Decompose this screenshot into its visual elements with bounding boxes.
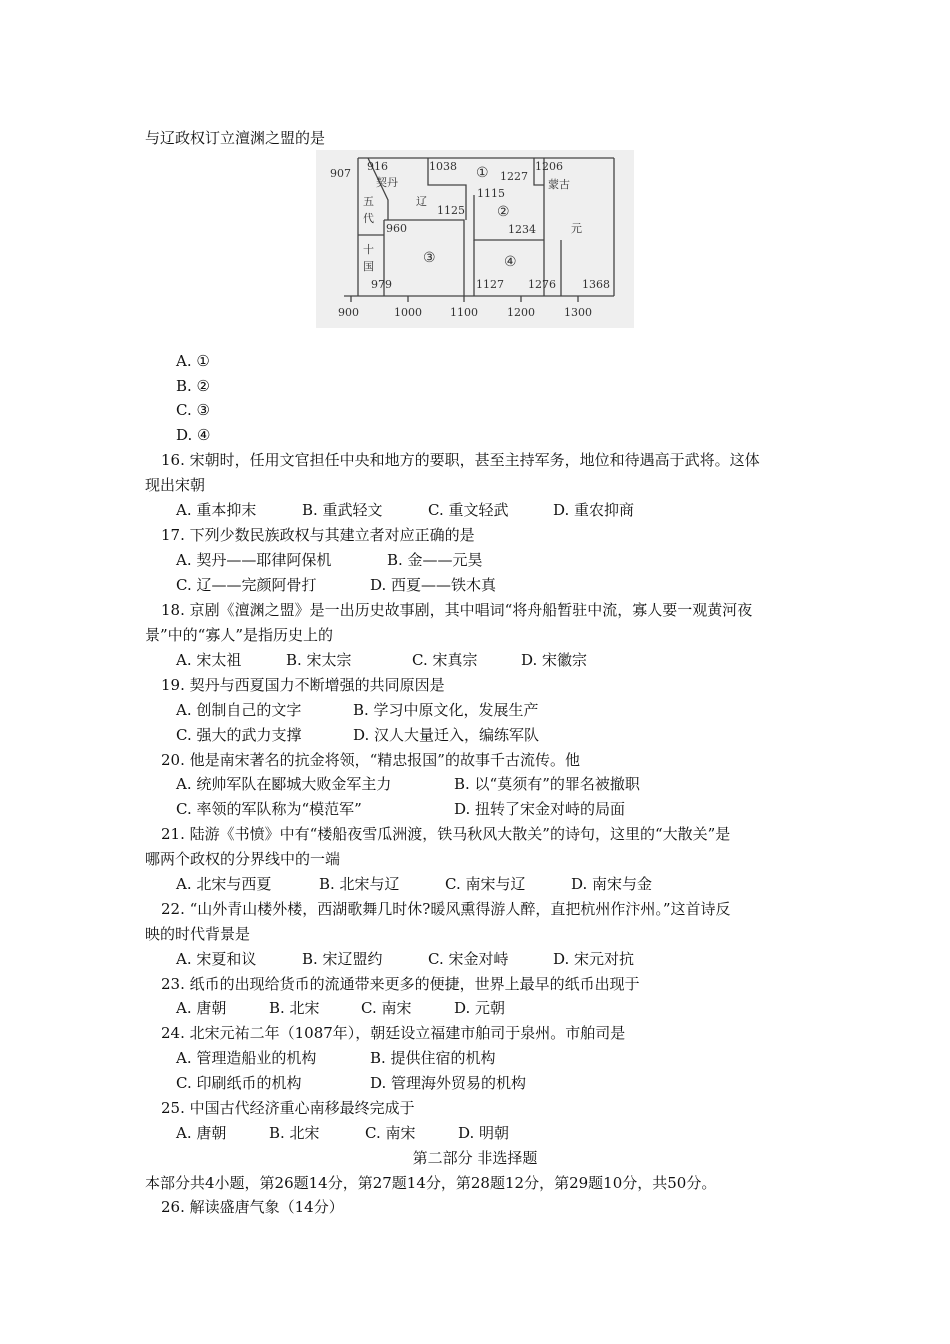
axis-tick-1000: 1000 xyxy=(394,306,422,319)
region-wudai-1: 五 xyxy=(363,195,374,208)
q25-option-c[interactable]: C. 南宋 xyxy=(365,1124,416,1142)
q22-stem-line1: 22. “山外青山楼外楼，西湖歌舞几时休?暖风熏得游人醉，直把杭州作汴州。”这首诗反 xyxy=(161,900,731,918)
q21-option-a[interactable]: A. 北宋与西夏 xyxy=(176,875,272,893)
q17-option-c[interactable]: C. 辽——完颜阿骨打 xyxy=(176,576,317,594)
q20-option-d[interactable]: D. 扭转了宋金对峙的局面 xyxy=(454,800,626,818)
axis-tick-1300: 1300 xyxy=(564,306,592,319)
year-907: 907 xyxy=(330,167,351,180)
timeline-svg xyxy=(316,150,634,328)
q16-option-c[interactable]: C. 重文轻武 xyxy=(428,501,509,519)
region-shiguo-2: 国 xyxy=(363,260,374,273)
circled-1: ① xyxy=(476,165,489,181)
q20-stem: 20. 他是南宋著名的抗金将领，“精忠报国”的故事千古流传。他 xyxy=(161,751,580,769)
q21-option-d[interactable]: D. 南宋与金 xyxy=(571,875,653,893)
q21-stem-line1: 21. 陆游《书愤》中有“楼船夜雪瓜洲渡，铁马秋风大散关”的诗句，这里的“大散关”是 xyxy=(161,825,731,843)
q18-stem-line1: 18. 京剧《澶渊之盟》是一出历史故事剧，其中唱词“将舟船暂驻中流，寡人要一观黄河夜 xyxy=(161,601,753,619)
dynasty-timeline-figure xyxy=(316,150,634,328)
region-shiguo-1: 十 xyxy=(363,243,374,256)
q22-option-c[interactable]: C. 宋金对峙 xyxy=(428,950,509,968)
axis-tick-900: 900 xyxy=(338,306,359,319)
q24-option-c[interactable]: C. 印刷纸币的机构 xyxy=(176,1074,302,1092)
q18-option-d[interactable]: D. 宋徽宗 xyxy=(521,651,588,669)
q22-option-d[interactable]: D. 宋元对抗 xyxy=(553,950,635,968)
year-1127: 1127 xyxy=(476,278,504,291)
year-960: 960 xyxy=(386,222,407,235)
circled-2: ② xyxy=(497,204,510,220)
year-979: 979 xyxy=(371,278,392,291)
q19-stem: 19. 契丹与西夏国力不断增强的共同原因是 xyxy=(161,676,445,694)
year-1038: 1038 xyxy=(429,160,457,173)
q24-option-d[interactable]: D. 管理海外贸易的机构 xyxy=(370,1074,527,1092)
region-wudai-2: 代 xyxy=(363,212,374,225)
q25-option-b[interactable]: B. 北宋 xyxy=(269,1124,320,1142)
year-916: 916 xyxy=(367,160,388,173)
year-1115: 1115 xyxy=(477,187,505,200)
part2-title: 第二部分 非选择题 xyxy=(412,1149,538,1167)
circled-4: ④ xyxy=(504,254,517,270)
q20-option-b[interactable]: B. 以“莫须有”的罪名被撤职 xyxy=(454,775,640,793)
q23-option-b[interactable]: B. 北宋 xyxy=(269,999,320,1017)
q16-option-b[interactable]: B. 重武轻文 xyxy=(302,501,383,519)
q25-option-d[interactable]: D. 明朝 xyxy=(458,1124,510,1142)
q16-option-a[interactable]: A. 重本抑末 xyxy=(176,501,257,519)
question-15-stem-tail: 与辽政权订立澶渊之盟的是 xyxy=(145,129,326,147)
year-1125: 1125 xyxy=(437,204,465,217)
region-qidan: 契丹 xyxy=(376,176,398,189)
q19-option-d[interactable]: D. 汉人大量迁入，编练军队 xyxy=(353,726,540,744)
q18-option-a[interactable]: A. 宋太祖 xyxy=(176,651,242,669)
q22-option-a[interactable]: A. 宋夏和议 xyxy=(176,950,257,968)
q16-stem-line1: 16. 宋朝时，任用文官担任中央和地方的要职，甚至主持军务，地位和待遇高于武将。这体 xyxy=(161,451,760,469)
q26-heading: 26. 解读盛唐气象（14分） xyxy=(161,1198,344,1216)
q20-option-a[interactable]: A. 统帅军队在郾城大败金军主力 xyxy=(176,775,392,793)
q15-option-a[interactable]: A. ① xyxy=(176,352,210,370)
q24-stem: 24. 北宋元祐二年（1087年），朝廷设立福建市舶司于泉州。市舶司是 xyxy=(161,1024,626,1042)
q15-option-d[interactable]: D. ④ xyxy=(176,426,211,444)
q17-option-a[interactable]: A. 契丹——耶律阿保机 xyxy=(176,551,332,569)
q21-option-c[interactable]: C. 南宋与辽 xyxy=(445,875,526,893)
region-yuan: 元 xyxy=(571,222,582,235)
q25-option-a[interactable]: A. 唐朝 xyxy=(176,1124,227,1142)
circled-3: ③ xyxy=(423,250,436,266)
q25-stem: 25. 中国古代经济重心南移最终完成于 xyxy=(161,1099,415,1117)
q23-option-a[interactable]: A. 唐朝 xyxy=(176,999,227,1017)
year-1368: 1368 xyxy=(582,278,610,291)
year-1227: 1227 xyxy=(500,170,528,183)
q18-option-b[interactable]: B. 宋太宗 xyxy=(286,651,352,669)
q19-option-c[interactable]: C. 强大的武力支撑 xyxy=(176,726,302,744)
q22-stem-line2: 映的时代背景是 xyxy=(145,925,251,943)
q21-stem-line2: 哪两个政权的分界线中的一端 xyxy=(145,850,341,868)
q23-stem: 23. 纸币的出现给货币的流通带来更多的便捷，世界上最早的纸币出现于 xyxy=(161,975,640,993)
q24-option-a[interactable]: A. 管理造船业的机构 xyxy=(176,1049,317,1067)
part2-description: 本部分共4小题，第26题14分，第27题14分，第28题12分，第29题10分，共50分。 xyxy=(145,1174,717,1192)
q19-option-b[interactable]: B. 学习中原文化，发展生产 xyxy=(353,701,539,719)
q18-option-c[interactable]: C. 宋真宗 xyxy=(412,651,478,669)
q17-stem: 17. 下列少数民族政权与其建立者对应正确的是 xyxy=(161,526,475,544)
q22-option-b[interactable]: B. 宋辽盟约 xyxy=(302,950,383,968)
q17-option-b[interactable]: B. 金——元昊 xyxy=(387,551,483,569)
region-liao: 辽 xyxy=(416,195,427,208)
axis-tick-1200: 1200 xyxy=(507,306,535,319)
year-1276: 1276 xyxy=(528,278,556,291)
q23-option-c[interactable]: C. 南宋 xyxy=(361,999,412,1017)
q15-option-c[interactable]: C. ③ xyxy=(176,401,210,419)
region-mongol: 蒙古 xyxy=(548,178,570,191)
q24-option-b[interactable]: B. 提供住宿的机构 xyxy=(370,1049,496,1067)
year-1206: 1206 xyxy=(535,160,563,173)
q19-option-a[interactable]: A. 创制自己的文字 xyxy=(176,701,302,719)
axis-tick-1100: 1100 xyxy=(450,306,478,319)
q16-stem-line2: 现出宋朝 xyxy=(145,476,206,494)
q23-option-d[interactable]: D. 元朝 xyxy=(454,999,506,1017)
q20-option-c[interactable]: C. 率领的军队称为“模范军” xyxy=(176,800,362,818)
year-1234: 1234 xyxy=(508,223,536,236)
q21-option-b[interactable]: B. 北宋与辽 xyxy=(319,875,400,893)
q16-option-d[interactable]: D. 重农抑商 xyxy=(553,501,635,519)
q18-stem-line2: 景”中的“寡人”是指历史上的 xyxy=(145,626,334,644)
q15-option-b[interactable]: B. ② xyxy=(176,377,211,395)
q17-option-d[interactable]: D. 西夏——铁木真 xyxy=(370,576,497,594)
